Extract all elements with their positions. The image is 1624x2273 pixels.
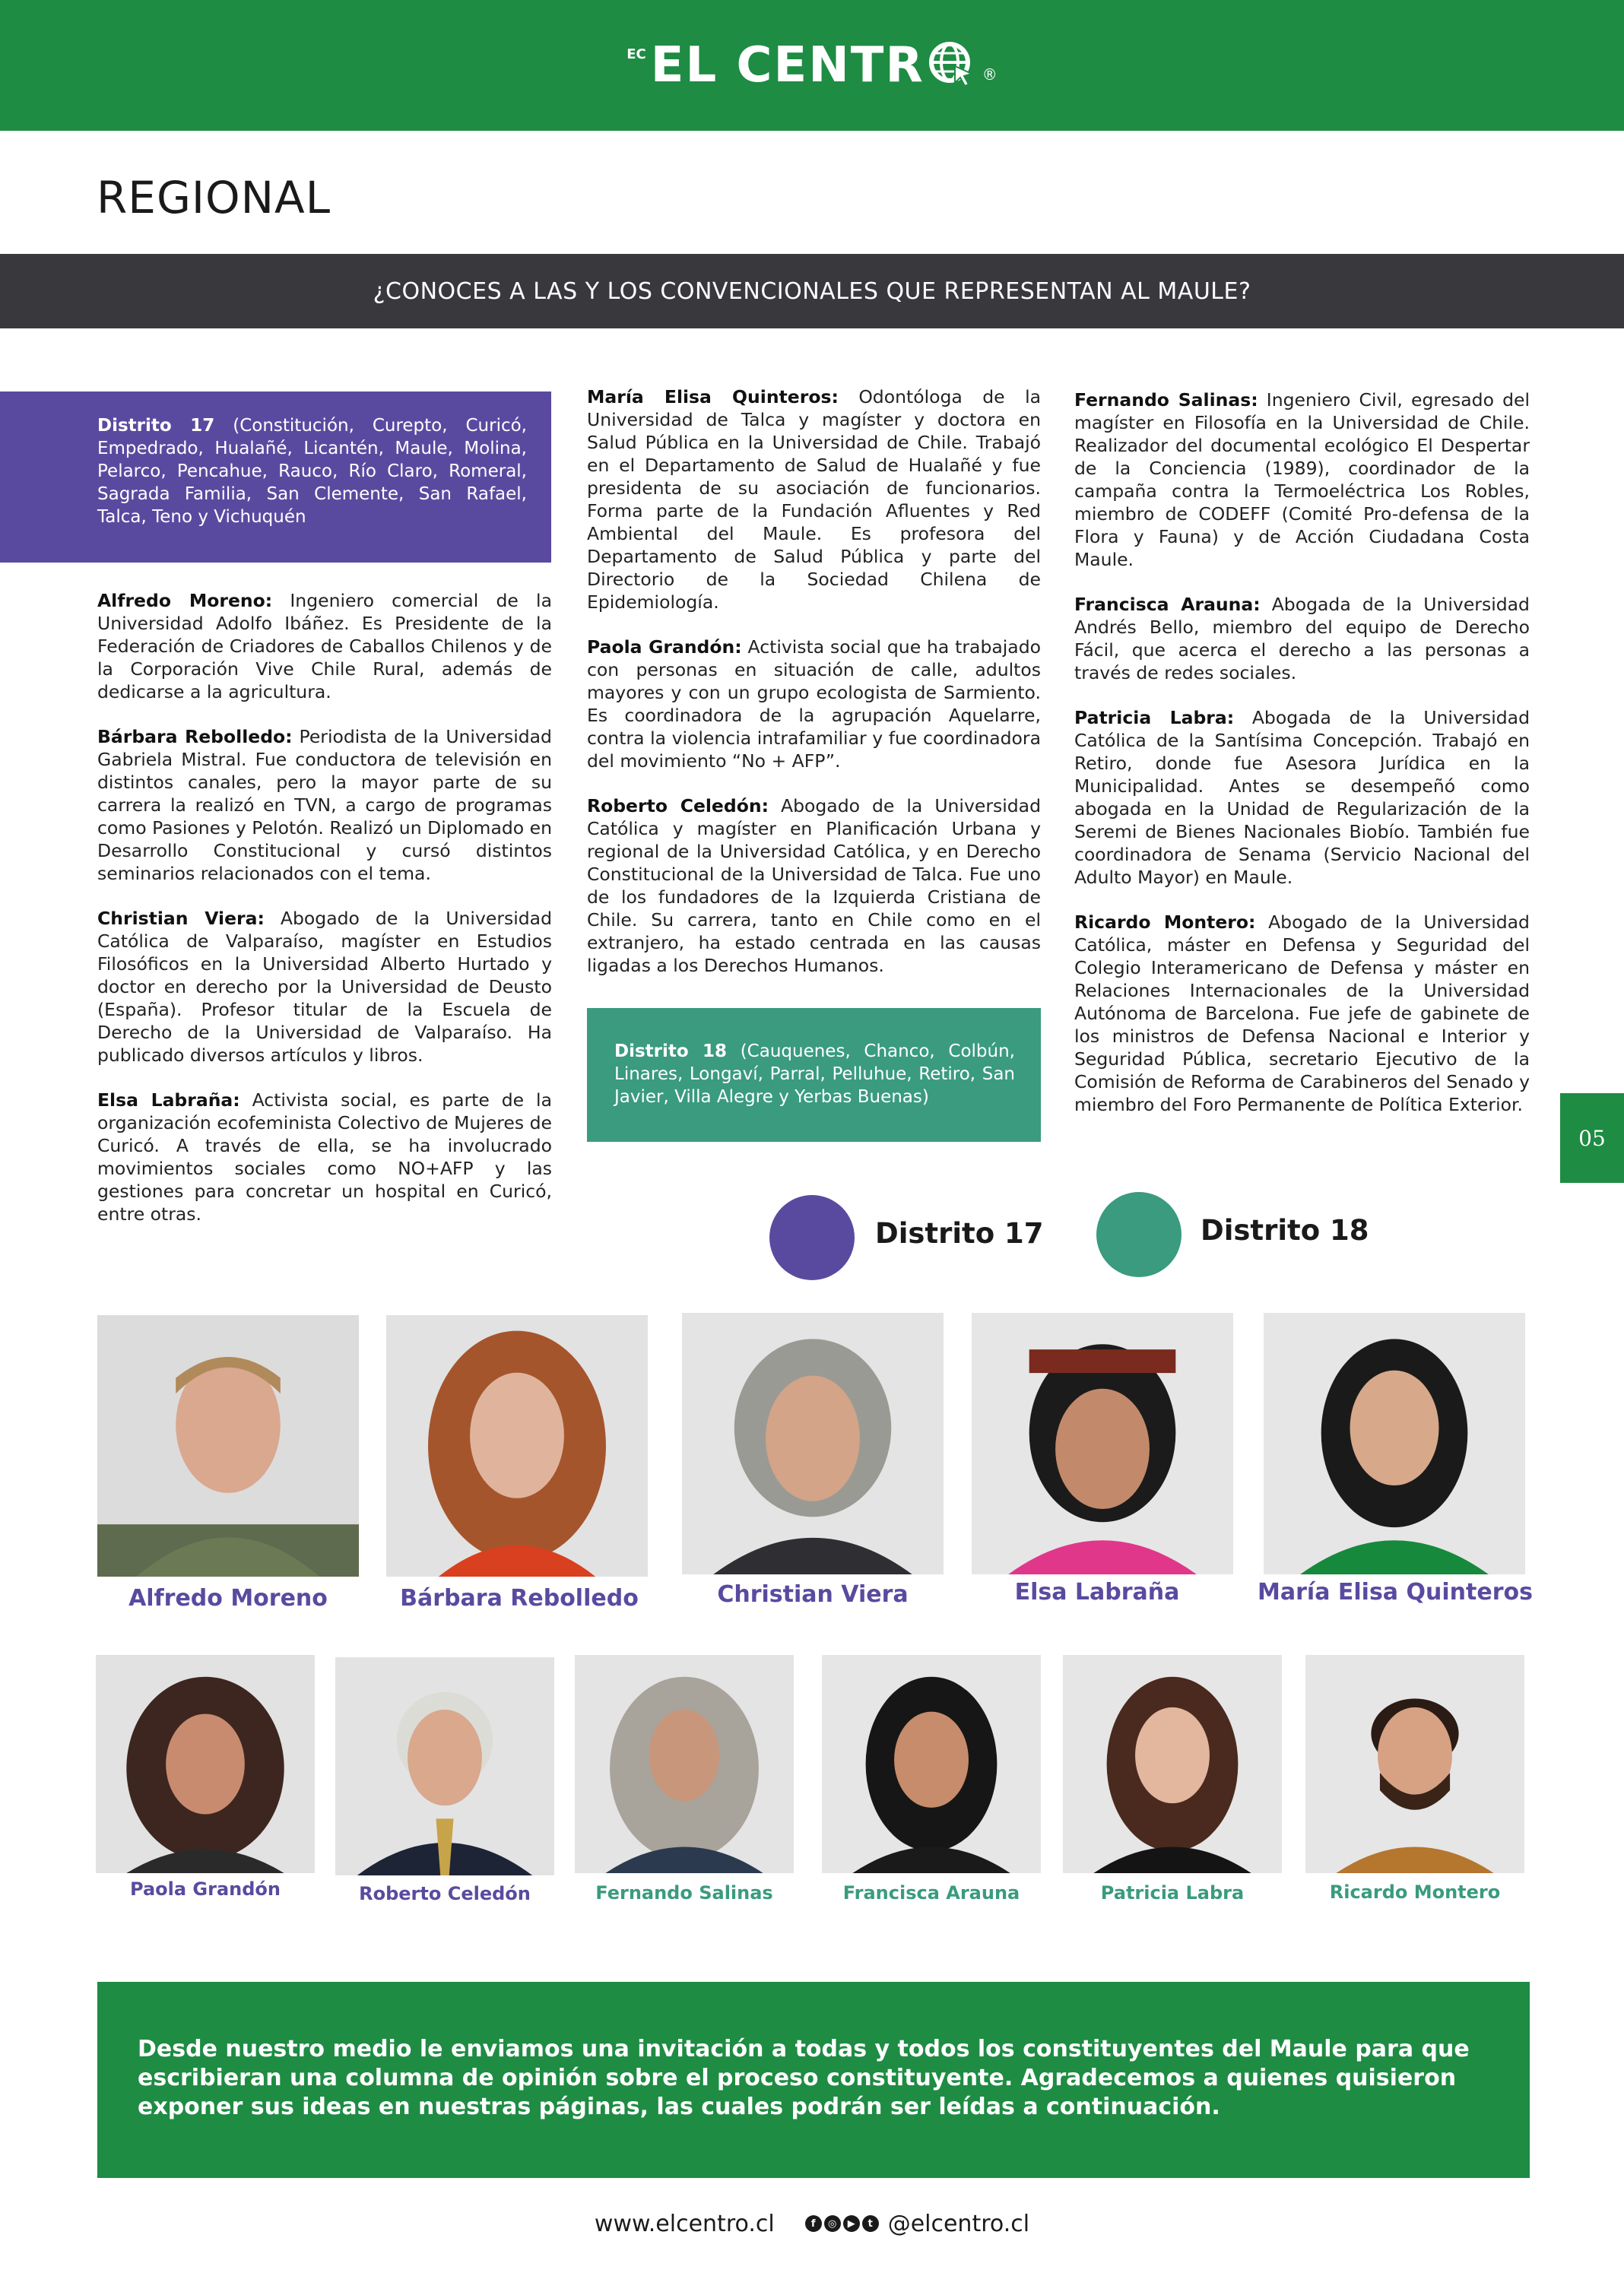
bio-alfredo-moreno xyxy=(97,589,552,703)
footer-social-handle[interactable]: @elcentro.cl xyxy=(887,2210,1030,2237)
bio-name: Alfredo Moreno: xyxy=(97,590,273,611)
caption-elsa-labrana: Elsa Labraña xyxy=(1014,1579,1180,1606)
bio-christian-viera xyxy=(97,907,552,1067)
headline-text: ¿CONOCES A LAS Y LOS CONVENCIONALES QUE REPRESENTAN AL MAULE? xyxy=(373,277,1251,305)
bio-name: Ricardo Montero: xyxy=(1074,911,1256,933)
bio-text: Activista social, es parte de la organización ecofeminista Colectivo de Mujeres de Curicó. A través de ella, se ha involucrado movimientos sociales como NO+AFP y las gestiones para concretar un hospital en Curicó, entre otras. xyxy=(97,1089,552,1225)
bio-ricardo-montero xyxy=(1074,911,1530,1116)
bio-name: Elsa Labraña: xyxy=(97,1089,240,1111)
bio-barbara-rebolledo xyxy=(97,725,552,885)
portrait-barbara-rebolledo xyxy=(386,1315,648,1577)
bio-patricia-labra xyxy=(1074,706,1530,889)
district-18-box xyxy=(587,1008,1041,1142)
caption-paola-grandon: Paola Grandón xyxy=(130,1878,281,1900)
bio-text: Abogado de la Universidad Católica y magíster en Planificación Urbana y regional de la Universidad Católica, y en Derecho Constitucional de la Universidad de Talca. Fue uno de los fundadores de la Izquierda Cristiana de Chile. Su carrera, tanto en Chile como en el extranjero, ha estado centrada en las causas ligadas a los Derechos Humanos. xyxy=(587,795,1041,976)
footer xyxy=(0,2205,1624,2243)
caption-roberto-celedon: Roberto Celedón xyxy=(359,1883,531,1904)
globe-cursor-icon xyxy=(928,40,975,90)
bio-column-3 xyxy=(1074,388,1530,1138)
portrait-francisca-arauna xyxy=(822,1655,1041,1873)
facebook-icon[interactable]: f xyxy=(805,2215,822,2232)
caption-fernando-salinas: Fernando Salinas xyxy=(595,1882,773,1904)
bio-text: Abogada de la Universidad Andrés Bello, miembro del equipo de Derecho Fácil, que acerca el derecho a las personas a través de redes sociales. xyxy=(1074,594,1530,683)
bio-name: Bárbara Rebolledo: xyxy=(97,726,293,747)
bio-text: Ingeniero comercial de la Universidad Adolfo Ibáñez. Es Presidente de la Federación de Criadores de Caballos Chilenos y de la Corporación Vive Chile Rural, además de dedicarse a la agricultura. xyxy=(97,590,552,702)
social-icons xyxy=(805,2215,879,2232)
caption-christian-viera: Christian Viera xyxy=(717,1581,909,1608)
caption-maria-elisa-quinteros: María Elisa Quinteros xyxy=(1258,1579,1533,1606)
bio-name: Christian Viera: xyxy=(97,908,265,929)
caption-francisca-arauna: Francisca Arauna xyxy=(842,1882,1020,1904)
portrait-alfredo-moreno xyxy=(97,1315,359,1577)
district-17-legend-label: Distrito 17 xyxy=(875,1217,1044,1250)
bio-text: Activista social que ha trabajado con personas en situación de calle, adultos mayores y con un grupo ecologista de Sarmiento. Es coordinadora de la agrupación Aquelarre, contra la violencia intrafamiliar y fue coordinadora del movimiento “No + AFP”. xyxy=(587,636,1041,772)
registered-mark: ® xyxy=(982,65,998,84)
youtube-icon[interactable]: ▶ xyxy=(843,2215,860,2232)
portrait-patricia-labra xyxy=(1063,1655,1282,1873)
logo-text: EL CENTR xyxy=(650,37,925,94)
district-17-comunas: (Constitución, Curepto, Curicó, Empedrado, Hualañé, Licantén, Maule, Molina, Pelarco, Pencahue, Rauco, Río Claro, Romeral, Sagrada Familia, San Clemente, San Rafael, Talca, Teno y Vichuquén xyxy=(97,416,527,527)
district-17-color-dot xyxy=(769,1195,855,1280)
bio-text: Odontóloga de la Universidad de Talca y magíster y doctora en Salud Pública en la Universidad de Chile. Trabajó en el Departamento de Salud de Hualañé y fue presidenta de su asociación de funcionarios. Forma parte de la Fundación Afluentes y Red Ambiental del Maule. Es profesora del Departamento de Salud Pública y parte del Directorio de la Sociedad Chilena de Epidemiología. xyxy=(587,386,1042,613)
logo-mark: EC xyxy=(626,46,646,62)
portrait-paola-grandon xyxy=(96,1655,315,1873)
bio-name: María Elisa Quinteros: xyxy=(587,386,839,407)
district-18-legend-label: Distrito 18 xyxy=(1201,1214,1369,1247)
caption-patricia-labra: Patricia Labra xyxy=(1100,1882,1245,1904)
district-18-color-dot xyxy=(1096,1192,1182,1277)
bio-francisca-arauna xyxy=(1074,593,1530,684)
portrait-elsa-labrana xyxy=(972,1313,1233,1574)
district-18-comunas: (Cauquenes, Chanco, Colbún, Linares, Longaví, Parral, Pelluhue, Retiro, San Javier, Villa Alegre y Yerbas Buenas) xyxy=(614,1041,1015,1107)
bio-maria-elisa-quinteros xyxy=(587,385,1041,613)
caption-alfredo-moreno: Alfredo Moreno xyxy=(128,1585,328,1612)
bio-column-2 xyxy=(587,385,1041,999)
bio-text: Ingeniero Civil, egresado del magíster en Filosofía en la Universidad de Chile. Realizador del documental ecológico El Despertar de la Conciencia (1989), coordinador de la campaña contra la Termoeléctrica Los Robles, miembro de CODEFF (Comité Pro-defensa de la Flora y Fauna) y de Acción Ciudadana Costa Maule. xyxy=(1074,389,1530,570)
bio-text: Periodista de la Universidad Gabriela Mistral. Fue conductora de televisión en distintos canales, pero la mayor parte de su carrera la realizó en TVN, a cargo de programas como Pasiones y Pelotón. Realizó un Diplomado en Desarrollo Constitucional y cursó distintos seminarios relacionados con el tema. xyxy=(97,726,552,884)
bio-text: Abogado de la Universidad Católica, máster en Defensa y Seguridad del Colegio Interamericano de Defensa y máster en Relaciones Internacionales de la Universidad Autónoma de Barcelona. Fue jefe de gabinete de los ministros de Defensa Nacional e Interior y Seguridad Pública, secretario Ejecutivo de la Comisión de Reforma de Carabineros del Senado y miembro del Foro Permanente de Política Exterior. xyxy=(1074,911,1530,1115)
bio-text: Abogada de la Universidad Católica de la Santísima Concepción. Trabajó en Retiro, donde fue Asesora Jurídica en la Municipalidad. Antes se desempeñó como abogada en la Unidad de Regularización de la Seremi de Bienes Nacionales Biobío. También fue coordinadora de Senama (Servicio Nacional del Adulto Mayor) en Maule. xyxy=(1074,707,1530,888)
logo[interactable] xyxy=(0,0,1624,131)
bio-column-1 xyxy=(97,589,552,1247)
instagram-icon[interactable]: ◎ xyxy=(824,2215,841,2232)
district-18-label: Distrito 18 xyxy=(614,1041,728,1061)
portrait-christian-viera xyxy=(682,1313,944,1574)
portrait-fernando-salinas xyxy=(575,1655,794,1873)
caption-ricardo-montero: Ricardo Montero xyxy=(1329,1881,1501,1903)
portrait-maria-elisa-quinteros xyxy=(1264,1313,1525,1574)
bio-name: Patricia Labra: xyxy=(1074,707,1235,728)
bio-name: Paola Grandón: xyxy=(587,636,742,658)
district-17-box xyxy=(0,392,551,563)
bio-fernando-salinas xyxy=(1074,388,1530,571)
bio-text: Abogado de la Universidad Católica de Valparaíso, magíster en Estudios Filosóficos en la Universidad Alberto Hurtado y doctor en derecho por la Universidad de Deusto (España). Profesor titular de la Escuela de Derecho de la Universidad de Valparaíso. Ha publicado diversos artículos y libros. xyxy=(97,908,552,1066)
portrait-ricardo-montero xyxy=(1305,1655,1524,1873)
page-number: 05 xyxy=(1560,1093,1624,1183)
portrait-roberto-celedon xyxy=(335,1657,554,1875)
caption-barbara-rebolledo: Bárbara Rebolledo xyxy=(400,1585,639,1612)
bio-roberto-celedon xyxy=(587,794,1041,977)
district-17-label: Distrito 17 xyxy=(97,416,215,436)
invitation-text: Desde nuestro medio le enviamos una invitación a todas y todos los constituyentes del Maule para que escribieran una columna de opinión sobre el proceso constituyente. Agradecemos a quienes quisieron exponer sus ideas en nuestras páginas, las cuales podrán ser leídas a continuación. xyxy=(138,2036,1470,2120)
section-title: REGIONAL xyxy=(97,172,331,223)
bio-paola-grandon xyxy=(587,636,1041,772)
bio-name: Roberto Celedón: xyxy=(587,795,769,816)
bio-name: Fernando Salinas: xyxy=(1074,389,1258,411)
bio-name: Francisca Arauna: xyxy=(1074,594,1261,615)
footer-website-link[interactable]: www.elcentro.cl xyxy=(594,2210,775,2237)
twitter-icon[interactable]: t xyxy=(862,2215,879,2232)
bio-elsa-labrana xyxy=(97,1089,552,1225)
